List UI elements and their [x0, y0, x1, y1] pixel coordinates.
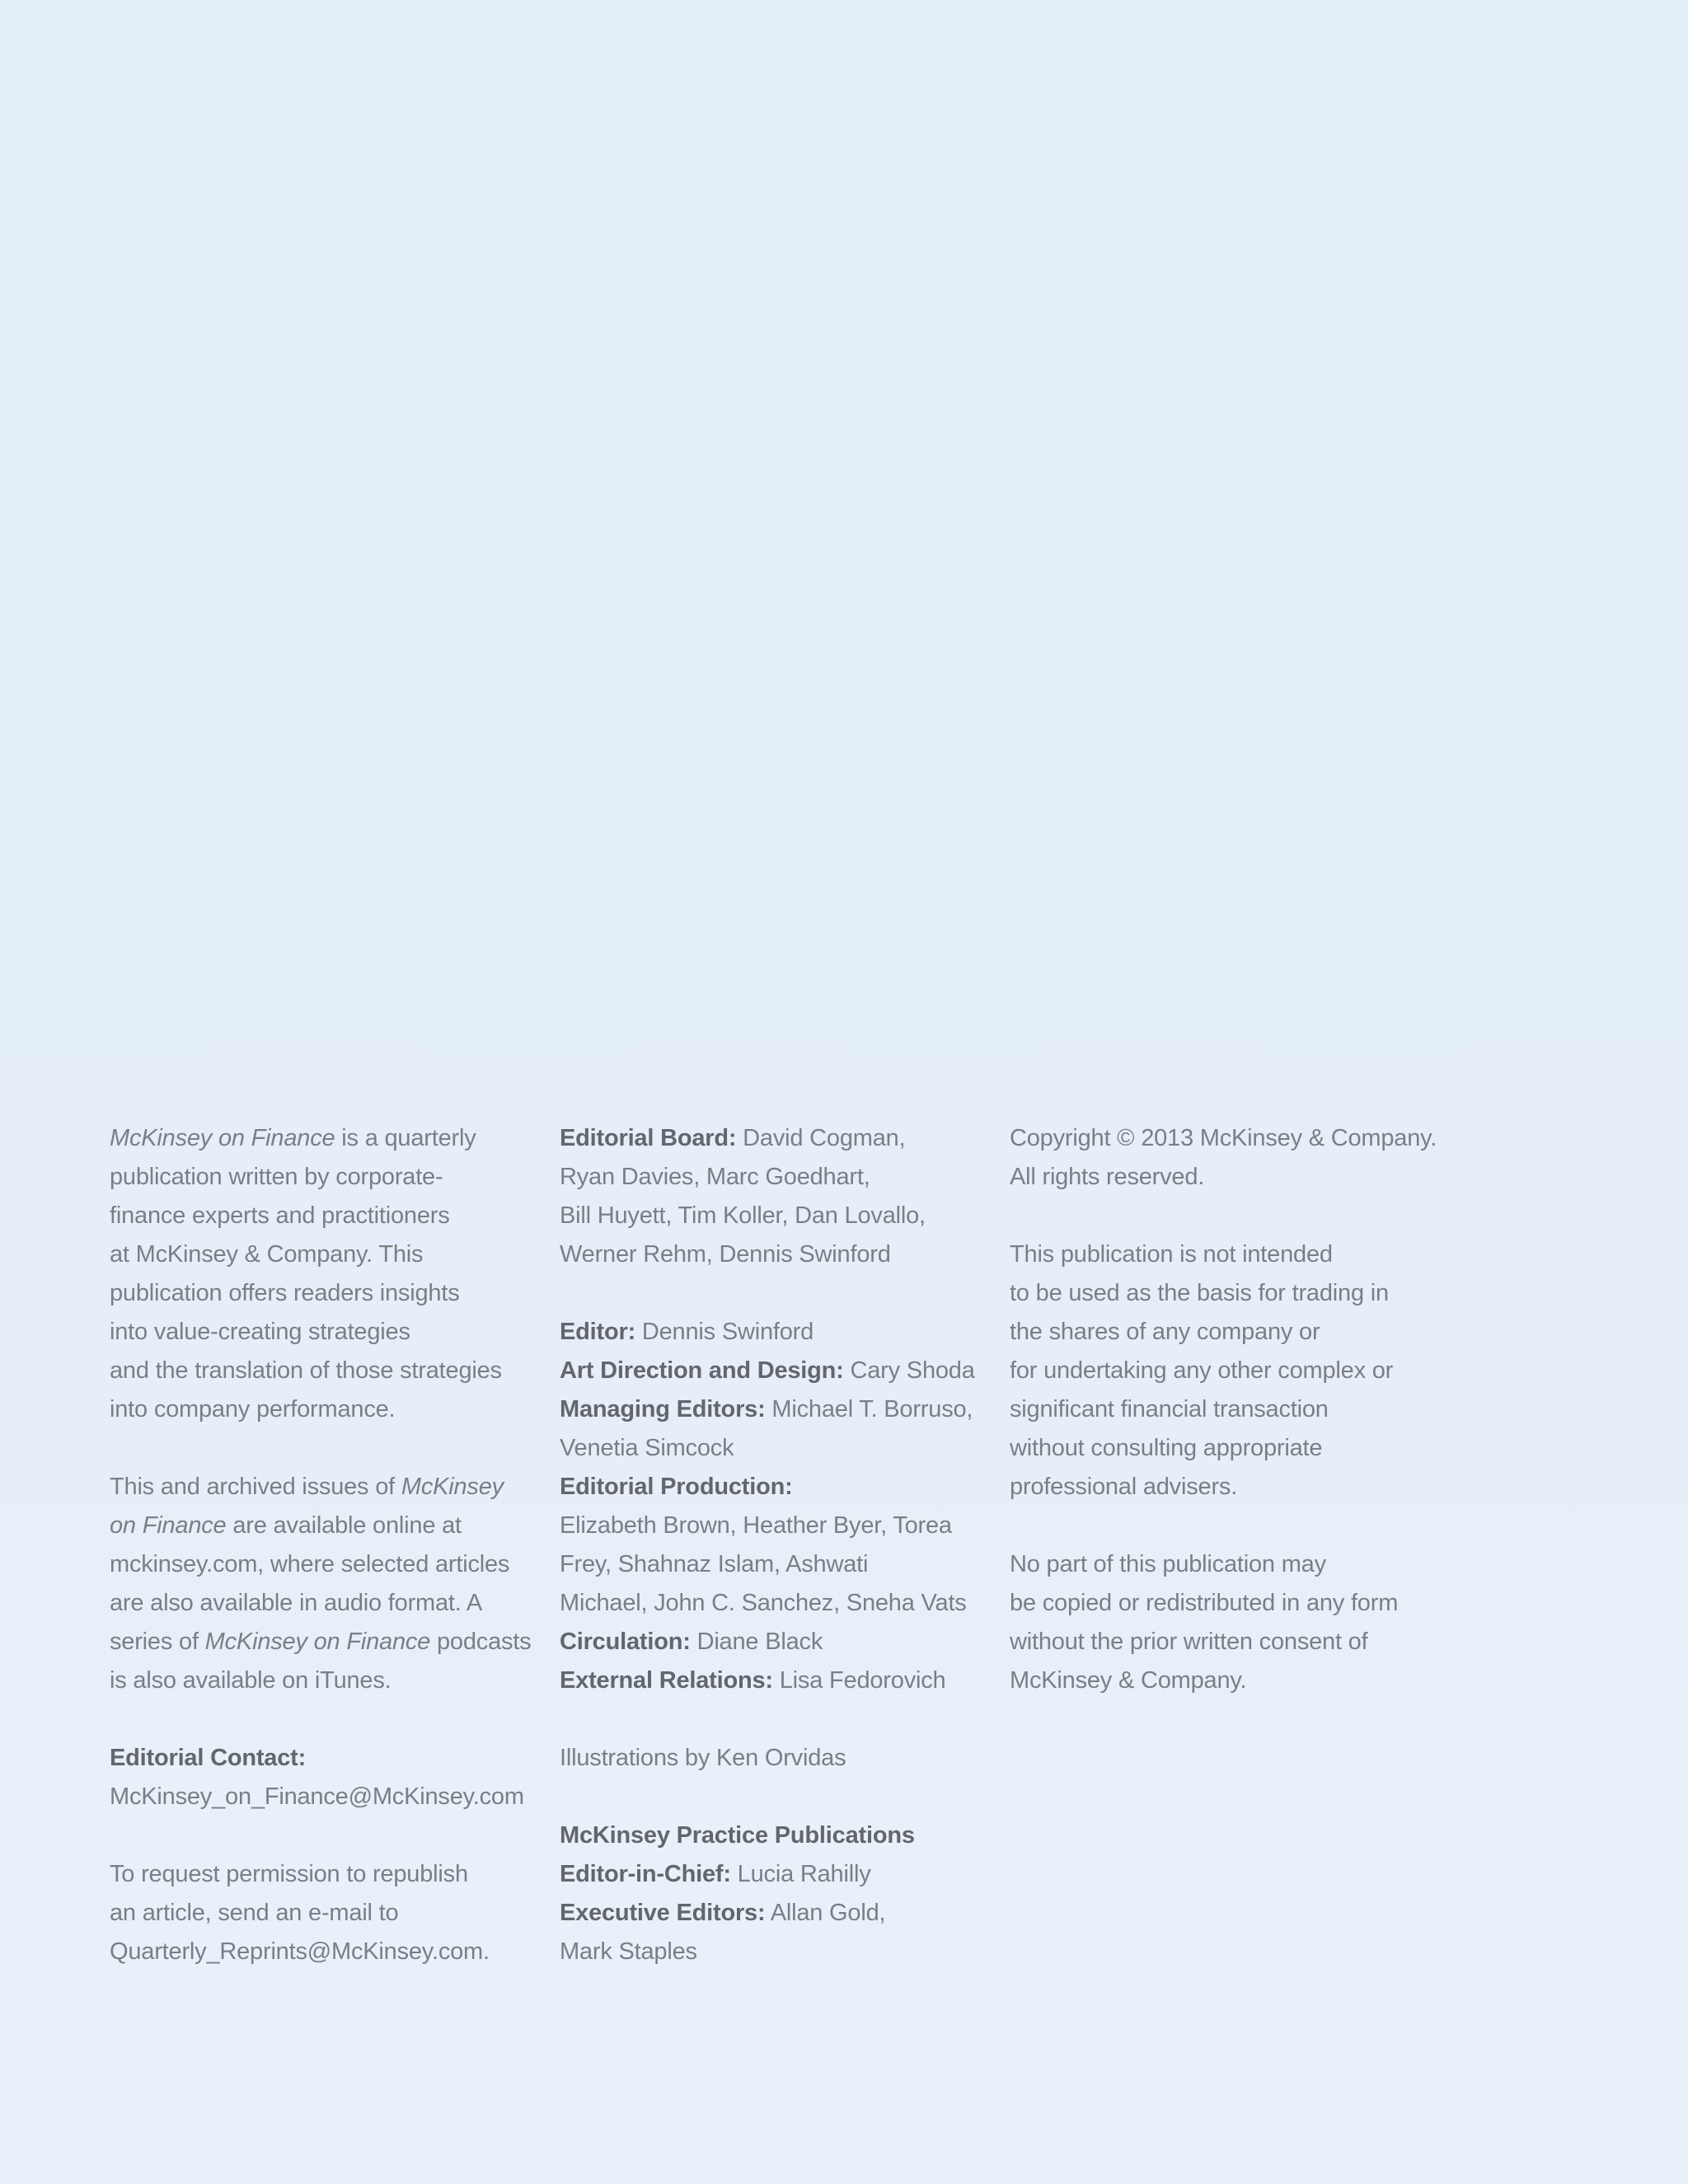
- text-line: be copied or redistributed in any form: [1010, 1590, 1399, 1616]
- text-line: without consulting appropriate: [1010, 1435, 1323, 1461]
- credit-label: Circulation:: [560, 1629, 691, 1655]
- credit-line: Art Direction and Design: Cary Shoda: [560, 1357, 975, 1384]
- text-line: To request permission to republish: [110, 1861, 468, 1887]
- credit-line: Venetia Simcock: [560, 1435, 734, 1461]
- credit-label: Art Direction and Design:: [560, 1357, 844, 1384]
- text-line: the shares of any company or: [1010, 1319, 1320, 1345]
- intro-paragraph: [110, 1119, 531, 1429]
- editorial-contact: [110, 1739, 531, 1816]
- text-line: McKinsey & Company.: [1010, 1667, 1247, 1694]
- credit-label: Editor-in-Chief:: [560, 1861, 731, 1887]
- text-line: This publication is not intended: [1010, 1241, 1333, 1268]
- colophon-column-credits: [560, 1119, 975, 1971]
- credit-line: Editorial Board: David Cogman,: [560, 1125, 906, 1151]
- text-line: publication written by corporate-: [110, 1164, 443, 1190]
- text-line: into company performance.: [110, 1396, 396, 1422]
- credit-label: Editorial Production:: [560, 1474, 793, 1500]
- text-line: Copyright © 2013 McKinsey & Company.: [1010, 1125, 1437, 1151]
- credit-label: Managing Editors:: [560, 1396, 766, 1422]
- text-line: significant financial transaction: [1010, 1396, 1329, 1422]
- credit-line: Frey, Shahnaz Islam, Ashwati: [560, 1551, 869, 1577]
- editorial-contact-email[interactable]: McKinsey_on_Finance@McKinsey.com: [110, 1783, 524, 1810]
- text-line: No part of this publication may: [1010, 1551, 1326, 1577]
- text-line: without the prior written consent of: [1010, 1629, 1368, 1655]
- credit-line: Editor-in-Chief: Lucia Rahilly: [560, 1861, 871, 1887]
- practice-publications: [560, 1816, 975, 1971]
- text-line: on Finance are available online at: [110, 1512, 462, 1539]
- credit-label: Editorial Board:: [560, 1125, 737, 1151]
- reprints-email[interactable]: Quarterly_Reprints@McKinsey.com.: [110, 1938, 490, 1965]
- credit-line: Ryan Davies, Marc Goedhart,: [560, 1164, 870, 1190]
- text-line: into value-creating strategies: [110, 1319, 410, 1345]
- credit-label: Editor:: [560, 1319, 636, 1345]
- credit-line: Elizabeth Brown, Heather Byer, Torea: [560, 1512, 952, 1539]
- text-line: professional advisers.: [1010, 1474, 1238, 1500]
- editorial-contact-label: Editorial Contact:: [110, 1745, 307, 1771]
- credit-line: Editor: Dennis Swinford: [560, 1319, 814, 1345]
- text-line: is also available on iTunes.: [110, 1667, 392, 1694]
- copyright-notice: [1010, 1119, 1437, 1197]
- credit-line: Michael, John C. Sanchez, Sneha Vats: [560, 1590, 967, 1616]
- editorial-board: [560, 1119, 975, 1274]
- credit-line: Bill Huyett, Tim Koller, Dan Lovallo,: [560, 1202, 926, 1229]
- publication-title: on Finance: [110, 1512, 227, 1539]
- colophon-column-legal: [1010, 1119, 1437, 1700]
- no-copy-paragraph: [1010, 1545, 1437, 1700]
- disclaimer-paragraph: [1010, 1235, 1437, 1507]
- reprint-paragraph: [110, 1855, 531, 1971]
- credit-line: [560, 1468, 975, 1507]
- text-line: All rights reserved.: [1010, 1164, 1205, 1190]
- text-line: series of McKinsey on Finance podcasts: [110, 1629, 532, 1655]
- credit-line: Executive Editors: Allan Gold,: [560, 1900, 886, 1926]
- credit-line: Werner Rehm, Dennis Swinford: [560, 1241, 891, 1268]
- text-line: and the translation of those strategies: [110, 1357, 502, 1384]
- text-line: for undertaking any other complex or: [1010, 1357, 1394, 1384]
- staff-credits: [560, 1313, 975, 1700]
- archive-paragraph: [110, 1468, 531, 1700]
- credit-line: Circulation: Diane Black: [560, 1629, 823, 1655]
- text-line: McKinsey on Finance is a quarterly: [110, 1125, 476, 1151]
- practice-publications-heading: McKinsey Practice Publications: [560, 1822, 915, 1849]
- text-line: are also available in audio format. A: [110, 1590, 483, 1616]
- credit-line: Managing Editors: Michael T. Borruso,: [560, 1396, 973, 1422]
- text-line: publication offers readers insights: [110, 1280, 460, 1306]
- illustrations-credit: Illustrations by Ken Orvidas: [560, 1745, 846, 1771]
- credit-label: External Relations:: [560, 1667, 773, 1694]
- credit-line: Mark Staples: [560, 1938, 697, 1965]
- publication-title: McKinsey on Finance: [204, 1629, 431, 1655]
- text-line: at McKinsey & Company. This: [110, 1241, 424, 1268]
- publication-title: McKinsey on Finance: [110, 1125, 335, 1151]
- text-line: finance experts and practitioners: [110, 1202, 450, 1229]
- colophon-column-about: [110, 1119, 531, 1971]
- credit-label: Executive Editors:: [560, 1900, 766, 1926]
- text-line: to be used as the basis for trading in: [1010, 1280, 1389, 1306]
- text-line: This and archived issues of McKinsey: [110, 1474, 504, 1500]
- publication-title: McKinsey: [401, 1474, 504, 1500]
- text-line: mckinsey.com, where selected articles: [110, 1551, 510, 1577]
- credit-line: External Relations: Lisa Fedorovich: [560, 1667, 946, 1694]
- text-line: an article, send an e-mail to: [110, 1900, 399, 1926]
